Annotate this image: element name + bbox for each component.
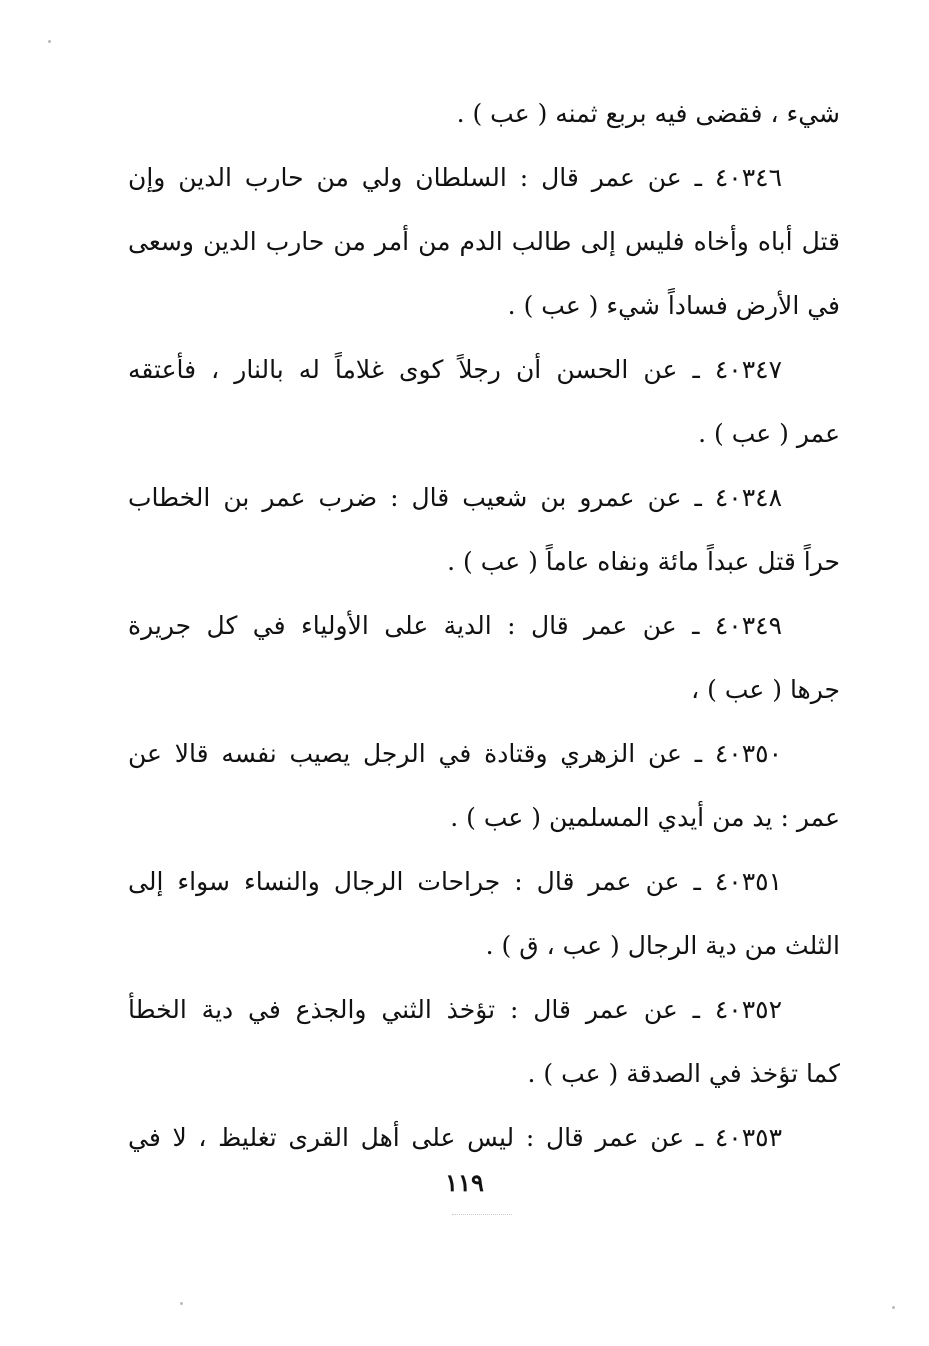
footer-divider bbox=[452, 1214, 512, 1215]
entry-40347-line-2: عمر ( عب ) . bbox=[698, 419, 840, 448]
entry-40353-line-1: ٤٠٣٥٣ ـ عن عمر قال : ليس على أهل القرى تغليظ ، لا في bbox=[128, 1123, 782, 1152]
page-body-text bbox=[128, 82, 840, 1170]
entry-40349-line-1: ٤٠٣٤٩ ـ عن عمر قال : الدية على الأولياء في كل جريرة bbox=[128, 611, 782, 640]
entry-40351-line-2: الثلث من دية الرجال ( عب ، ق ) . bbox=[485, 931, 840, 960]
entry-40351-line-1: ٤٠٣٥١ ـ عن عمر قال : جراحات الرجال والنساء سواء إلى bbox=[128, 867, 782, 896]
entry-40346-line-2: قتل أباه وأخاه فليس إلى طالب الدم من أمر من حارب الدين وسعى bbox=[128, 227, 840, 256]
entry-40346-line-3: في الأرض فساداً شيء ( عب ) . bbox=[507, 291, 840, 320]
entry-40346-line-1: ٤٠٣٤٦ ـ عن عمر قال : السلطان ولي من حارب الدين وإن bbox=[128, 163, 782, 192]
page-number: ١١٩ bbox=[445, 1168, 484, 1197]
text-line-1: شيء ، فقضى فيه بربع ثمنه ( عب ) . bbox=[456, 99, 840, 128]
entry-40348-line-2: حراً قتل عبداً مائة ونفاه عاماً ( عب ) . bbox=[447, 547, 840, 576]
entry-40350-line-2: عمر : يد من أيدي المسلمين ( عب ) . bbox=[450, 803, 840, 832]
scan-speck bbox=[180, 1302, 183, 1305]
entry-40348-line-1: ٤٠٣٤٨ ـ عن عمرو بن شعيب قال : ضرب عمر بن الخطاب bbox=[128, 483, 782, 512]
entry-40352-line-2: كما تؤخذ في الصدقة ( عب ) . bbox=[527, 1059, 840, 1088]
scan-speck bbox=[48, 40, 51, 43]
scan-speck bbox=[892, 1306, 895, 1309]
entry-40349-line-2: جرها ( عب ) ، bbox=[691, 675, 840, 704]
entry-40350-line-1: ٤٠٣٥٠ ـ عن الزهري وقتادة في الرجل يصيب نفسه قالا عن bbox=[128, 739, 782, 768]
entry-40352-line-1: ٤٠٣٥٢ ـ عن عمر قال : تؤخذ الثني والجذع في دية الخطأ bbox=[128, 995, 782, 1024]
entry-40347-line-1: ٤٠٣٤٧ ـ عن الحسن أن رجلاً كوى غلاماً له بالنار ، فأعتقه bbox=[128, 355, 782, 384]
